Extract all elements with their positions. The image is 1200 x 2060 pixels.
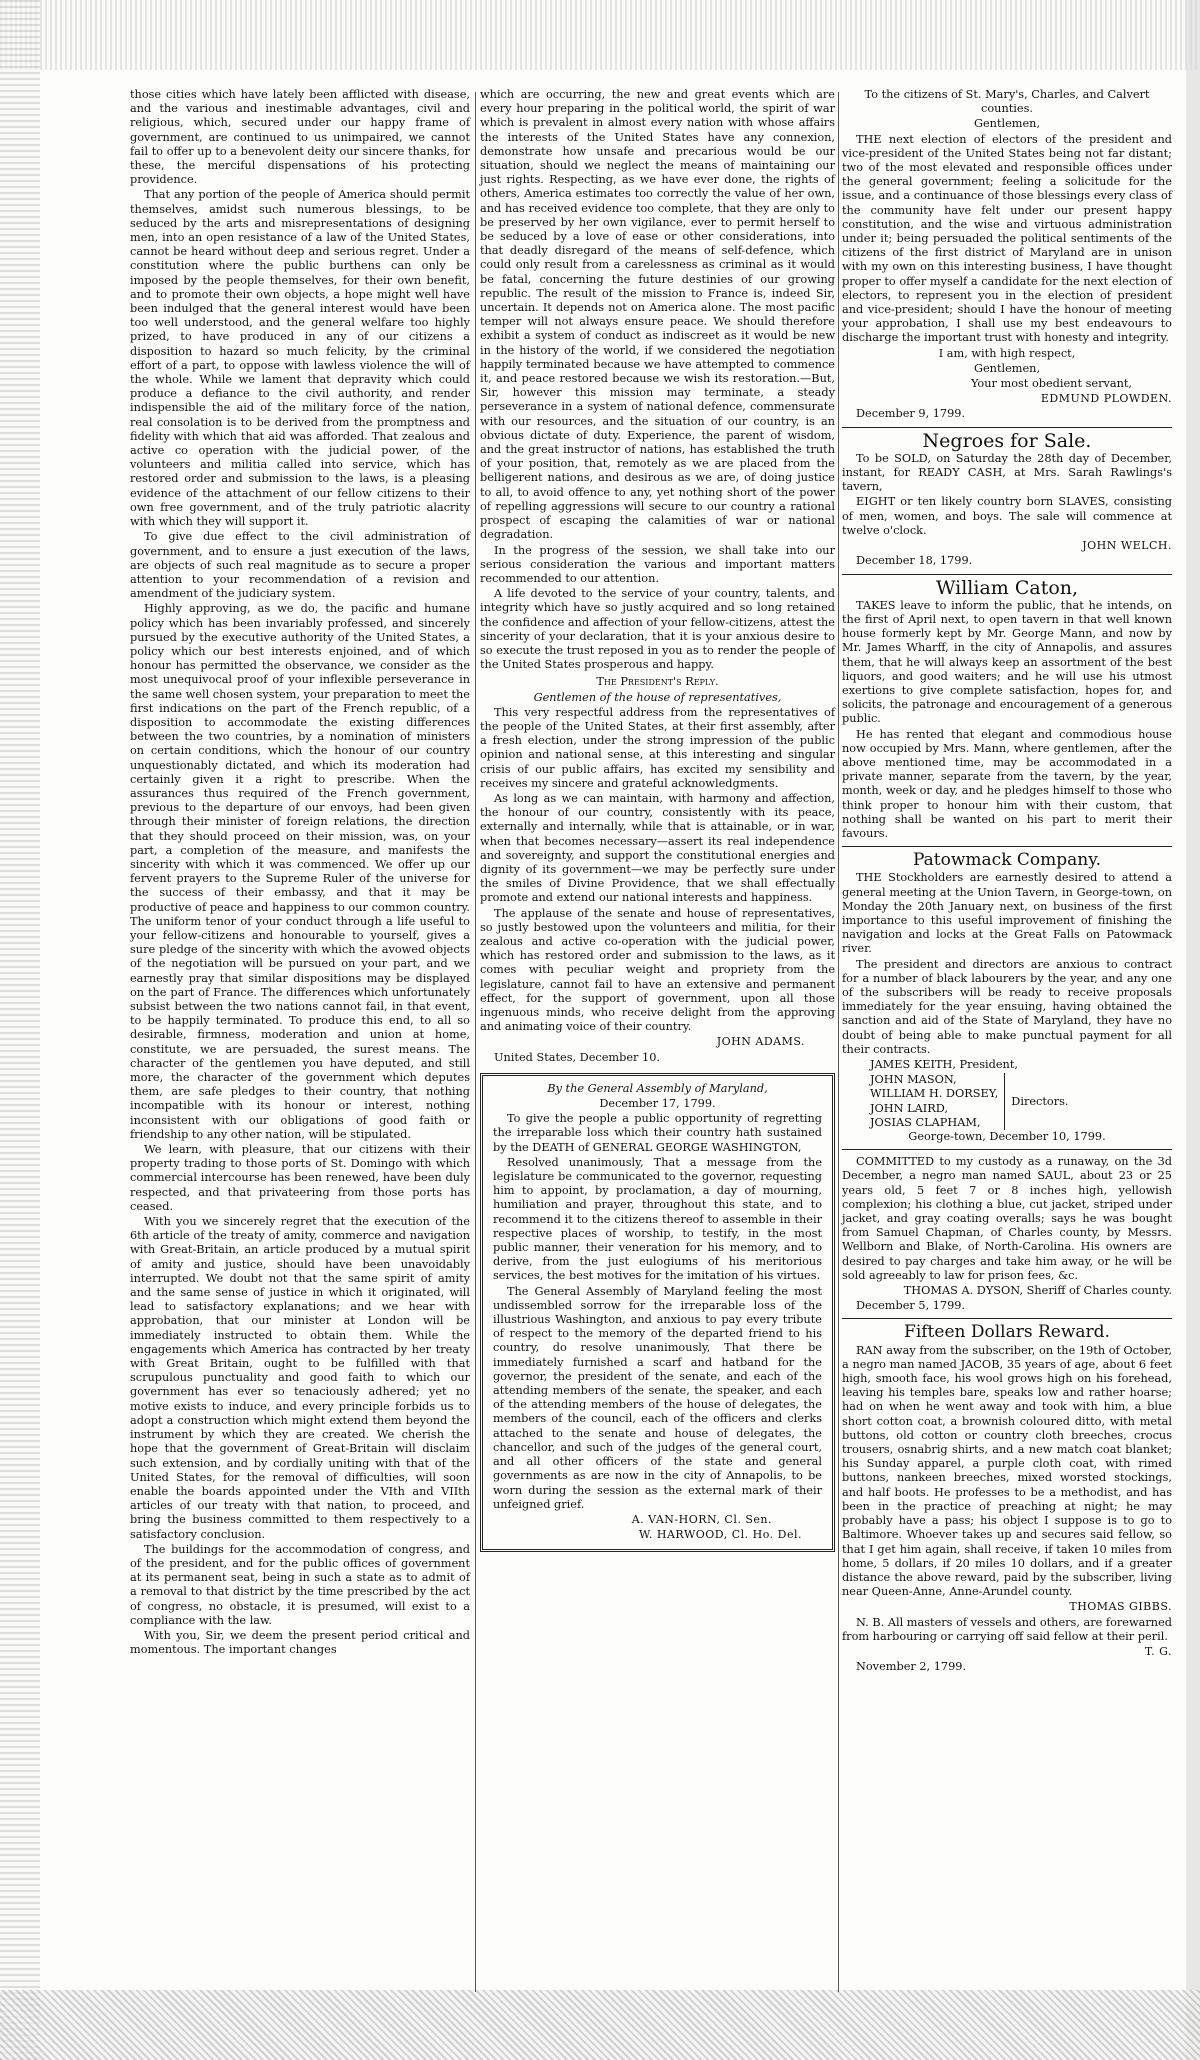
column-rule — [475, 92, 476, 1992]
paragraph: The applause of the senate and house of representatives, so justly bestowed upon the volunteers and militia, for their zealous and active co-operation with the judicial power, which has restored order and submission to the laws, as it comes with peculiar weight and propriety from the legislature, cannot fail to have an extensive and permanent effect, for the support of government, upon all those ingenuous minds, who receive delight from the approving and animating voice of their country. — [480, 906, 835, 1034]
paragraph: To give the people a public opportunity of regretting the irreparable loss which their country hath sustained by the DEATH of GENERAL GEORGE WASHINGTON, — [493, 1112, 822, 1154]
directors-names — [870, 1073, 1005, 1130]
paragraph: those cities which have lately been afflicted with disease, and the various and inestimable advantages, civil and religious, which, secured under our happy frame of government, are continued to us unimpaired, we cannot fail to offer up to a benevolent deity our sincere thanks, for these, the merciful dispensations of his protecting providence. — [130, 88, 470, 187]
divider — [842, 846, 1172, 847]
divider — [842, 1149, 1172, 1150]
paragraph: In the progress of the session, we shall take into our serious consideration the various and important matters recommended to our attention. — [480, 543, 835, 585]
dateline: December 9, 1799. — [856, 407, 966, 421]
paragraph: With you we sincerely regret that the execution of the 6th article of the treaty of amity, commerce and navigation with Great-Britain, an article produced by a mutual spirit of amity and justice, should have been unavoidably interrupted. We doubt not that the same spirit of amity and the same sense of justice in which it originated, will lead to satisfactory explanations; and we hear with approbation, that our minister at London will be immediately instructed to obtain them. While the engagements which America has contracted by her treaty with Great Britain, ought to be fulfilled with that scrupulous punctuality and good faith to which our government has ever so tenaciously adhered; yet no motive exists to induce, and every principle forbids us to adopt a construction which might extend them beyond the instrument by which they are created. We cherish the hope that the government of Great-Britain will disclaim such extension, and by cordially uniting with that of the United States, for the removal of difficulties, will soon enable the boards appointed under the VIth and VIIth articles of our treaty with that nation, to proceed, and bring the business committed to them respectively to a satisfactory conclusion. — [130, 1215, 470, 1541]
ad-title: Patowmack Company. — [913, 850, 1101, 871]
divider — [842, 1318, 1172, 1319]
divider — [842, 574, 1172, 575]
signature: THOMAS GIBBS. — [1069, 1600, 1172, 1614]
directors-label: Directors. — [1011, 1094, 1069, 1108]
signature: EDMUND PLOWDEN. — [1040, 392, 1172, 406]
paragraph: RAN away from the subscriber, on the 19th of October, a negro man named JACOB, 35 years of age, about 6 feet high, smooth face, his wool grows high on his forehead, leaving his temples bare, speaks low and rather hoarse; had on when he went away and took with him, a blue short cotton coat, a brownish coloured ditto, with metal buttons, old cotton or country cloth breeches, crocus trousers, osnabrig shirts, and a new match coat blanket; his Sunday apparel, a purple cloth coat, with rimed buttons, nankeen breeches, mixed worsted stockings, and half boots. He professes to be a methodist, and has been in the practice of preaching at night; he may probably have a pass; his object I suppose is to go to Baltimore. Whoever takes up and secures said fellow, so that I get him again, shall receive, if taken 10 miles from home, 5 dollars, if 20 miles 10 dollars, and if a greater distance the above reward, paid by the subscriber, living near Queen-Anne, Anne-Arundel county. — [842, 1343, 1172, 1599]
paragraph: which are occurring, the new and great events which are every hour preparing in the political world, the spirit of war which is prevalent in almost every nation with whose affairs the interests of the United States have any connexion, demonstrate how unsafe and precarious would be our situation, should we neglect the means of maintaining our just rights. Respecting, as we have ever done, the rights of others, America estimates too correctly the value of her own, and has received evidence too complete, that they are only to be preserved by her own vigilance, ever to permit herself to be seduced by a love of ease or other considerations, into that deadly disregard of the means of self-defence, which could only result from a carelessness as criminal as it would be fatal, concerning the future destinies of our growing republic. The result of the mission to France is, indeed Sir, uncertain. It depends not on America alone. The most pacific temper will not always ensure peace. We should therefore exhibit a system of conduct as indiscreet as it would be new in the history of the world, if we considered the negotiation happily terminated because we have attempted to commence it, and peace restored because we wish its restoration.—But, Sir, however this mission may terminate, a steady perseverance in a system of national defence, commensurate with our resources, and the situation of our country, is an obvious dictate of duty. Experience, the parent of wisdom, and the great instructor of nations, has established the truth of your position, that, remotely as we are placed from the belligerent nations, and desirous as we are, of doing justice to all, to avoid offence to any, yet nothing short of the power of repelling aggressions will secure to our country a rational prospect of escaping the calamities of war or national degradation. — [480, 88, 835, 542]
dateline: November 2, 1799. — [856, 1660, 967, 1674]
notice-date: December 17, 1799. — [599, 1097, 716, 1111]
scan-edge-top — [0, 0, 1200, 70]
notice-heading: To the citizens of St. Mary's, Charles, and Calvert counties. — [864, 88, 1150, 116]
notice-heading: By the General Assembly of Maryland, — [547, 1081, 768, 1095]
ad-title: William Caton, — [935, 576, 1079, 599]
closing: I am, with high respect, — [938, 346, 1076, 360]
dateline: George-town, December 10, 1799. — [908, 1130, 1106, 1144]
assembly-notice-box — [480, 1073, 835, 1553]
signature: W. HARWOOD, Cl. Ho. Del. — [638, 1528, 802, 1542]
dateline: United States, December 10. — [494, 1050, 661, 1064]
closing: Your most obedient servant, — [970, 377, 1132, 391]
ad-title: Negroes for Sale. — [922, 429, 1092, 452]
paragraph: Resolved unanimously, That a message from the legislature be communicated to the governor, requesting him to appoint, by proclamation, a day of mourning, humiliation and prayer, throughout this state, and to recommend it to the citizens thereof to assemble in their respective places of worship, to testify, in the most public manner, their veneration for his memory, and to derive, from the just eulogiums of his meritorious services, the best motives for the imitation of his virtues. — [493, 1155, 822, 1283]
directors-list — [870, 1073, 1172, 1130]
paragraph: To give due effect to the civil administration of government, and to ensure a just execution of the laws, are objects of such real magnitude as to secure a proper attention to your recommendation of a revision and amendment of the judiciary system. — [130, 530, 470, 601]
column-2 — [480, 88, 835, 1552]
president-name: JAMES KEITH, President, — [870, 1058, 1018, 1071]
paragraph: THE next election of electors of the president and vice-president of the United States being not far distant; two of the most elevated and responsible offices under the general government; feeling a solicitude for the issue, and a continuance of those blessings every class of the community have felt under our present happy constitution, and the wise and virtuous administration under it; being persuaded the political sentiments of the citizens of the first district of Maryland are in unison with my own on this interesting business, I have thought proper to offer myself a candidate for the next election of electors, to represent you in the election of president and vice-president; should I have the honour of meeting your approbation, I shall use my best endeavours to discharge the important trust with honesty and integrity. — [842, 132, 1172, 345]
dateline: December 5, 1799. — [856, 1299, 966, 1313]
closing: Gentlemen, — [973, 361, 1041, 375]
paragraph: Highly approving, as we do, the pacific and humane policy which has been invariably professed, and sincerely pursued by the executive authority of the United States, a policy which our best interests enjoined, and of which honour has permitted the observance, we consider as the most unequivocal proof of your inflexible perseverance in the same well chosen system, your preparation to meet the first indications on the part of the French republic, of a disposition to accommodate the existing differences between the two countries, by a nomination of ministers on certain conditions, which the honour of our country unquestionably dictated, and which its moderation had certainly given it a right to prescribe. When the assurances thus required of the French government, previous to the departure of our envoys, had been given through their minister of foreign relations, the direction that they should proceed on their mission, was, on your part, a completion of the measure, and manifests the sincerity with which it was commenced. We offer up our fervent prayers to the Supreme Ruler of the universe for the success of their embassy, and that it may be productive of peace and happiness to our common country. The uniform tenor of your conduct through a life useful to your fellow-citizens and honourable to yourself, gives a sure pledge of the sincerity with which the avowed objects of the negotiation will be pursued on your part, and we earnestly pray that similar dispositions may be displayed on the part of France. The differences which unfortunately subsist between the two nations cannot fail, in that event, to be happily terminated. To produce this end, to all so desirable, firmness, moderation and union at home, constitute, we are persuaded, the surest means. The character of the gentlemen you have deputed, and still more, the character of the government which deputes them, are safe pledges to their country, that nothing incompatible with its honour or interest, nothing inconsistent with our obligations of good faith or friendship to any other nation, will be stipulated. — [130, 602, 470, 1141]
column-1 — [130, 88, 470, 1658]
director-name: JOSIAS CLAPHAM, — [870, 1115, 981, 1129]
paragraph: The General Assembly of Maryland feeling the most undissembled sorrow for the irreparable loss of the illustrious Washington, and anxious to pay every tribute of respect to the memory of the departed friend to his country, do resolve unanimously, That there be immediately furnished a scarf and hatband for the governor, the president of the senate, and each of the attending members of the senate, the speaker, and each of the attending members of the house of delegates, the members of the council, each of the officers and clerks attached to the senate and house of delegates, the chancellor, and such of the judges of the general court, and all other officers of the state and general governments as are now in the city of Annapolis, to be worn during the session as the external mark of their unfeigned grief. — [493, 1284, 822, 1511]
paragraph: To be SOLD, on Saturday the 28th day of December, instant, for READY CASH, at Mrs. Sarah Rawlings's tavern, — [842, 451, 1172, 494]
director-name: JOHN LAIRD, — [870, 1101, 948, 1115]
signature: THOMAS A. DYSON, Sheriff of Charles county. — [903, 1284, 1172, 1298]
reply-salutation: Gentlemen of the house of representatives, — [533, 690, 782, 704]
ad-title: Fifteen Dollars Reward. — [904, 1322, 1110, 1343]
scan-edge-bottom — [0, 1990, 1200, 2060]
paragraph: With you, Sir, we deem the present period critical and momentous. The important changes — [130, 1628, 470, 1657]
paragraph: We learn, with pleasure, that our citizens with their property trading to those ports of St. Domingo with which commercial intercourse has been renewed, have been duly respected, and that privateering from those ports has ceased. — [130, 1143, 470, 1213]
paragraph: A life devoted to the service of your country, talents, and integrity which have so justly acquired and so long retained the confidence and affection of your fellow-citizens, attest the sincerity of your declaration, that it is your anxious desire to so execute the trust reposed in you as to render the people of the United States prosperous and happy. — [480, 587, 835, 672]
column-3 — [842, 88, 1172, 1675]
initials: T. G. — [1144, 1644, 1172, 1658]
paragraph: The president and directors are anxious to contract for a number of black labourers by the year, and any one of the subscribers will be ready to receive proposals immediately for the year ensuing, having obtained the sanction and aid of the State of Maryland, they have no doubt of being able to make punctual payment for all their contracts. — [842, 957, 1172, 1056]
paragraph: The buildings for the accommodation of congress, and of the president, and for the public offices of government at its permanent seat, being in such a state as to admit of a removal to that district by the time prescribed by the act of congress, no obstacle, it is presumed, will exist to a compliance with the law. — [130, 1542, 470, 1627]
paragraph: COMMITTED to my custody as a runaway, on the 3d December, a negro man named SAUL, about 23 or 25 years old, 5 feet 7 or 8 inches high, yellowish complexion; his clothing a blue, cut jacket, striped under jacket, and gray coating overalls; says he was bought from Samuel Chapman, of Charles county, by Messrs. Wellborn and Blake, of North-Carolina. His owners are desired to pay charges and take him away, or he will be sold agreeably to law for prison fees, &c. — [842, 1155, 1172, 1282]
signature: A. VAN-HORN, Cl. Sen. — [631, 1512, 772, 1526]
paragraph: EIGHT or ten likely country born SLAVES, consisting of men, women, and boys. The sale will commence at twelve o'clock. — [842, 495, 1172, 537]
paragraph: That any portion of the people of America should permit themselves, amidst such numerous blessings, to be seduced by the arts and misrepresentations of designing men, into an open resistance of a law of the United States, cannot be heard without deep and serious regret. Under a constitution where the public burthens can only be imposed by the people themselves, for their own benefit, and to promote their own objects, a hope might well have been indulged that the general interest would have been too well understood, and the general welfare too highly prized, to have produced in any of our citizens a disposition to hazard so much felicity, by the criminal effort of a part, to oppose with lawless violence the will of the whole. While we lament that depravity which could produce a defiance to the civil authority, and render indispensible the aid of the military force of the nation, real consolation is to be derived from the promptness and fidelity with which that aid was afforded. That zealous and active co operation with the judicial power, of the volunteers and militia called into service, which has restored order and submission to the laws, is a pleasing evidence of the attachment of our fellow citizens to their own free government, and of the truly patriotic alacrity with which they will support it. — [130, 188, 470, 529]
dateline: December 18, 1799. — [856, 554, 973, 568]
reply-title: The President's Reply. — [596, 675, 719, 689]
salutation: Gentlemen, — [973, 117, 1041, 131]
paragraph: This very respectful address from the representatives of the people of the United States, at their first assembly, after a fresh election, under the strong impression of the public opinion and national sense, at this interesting and singular crisis of our public affairs, has excited my sensibility and receives my sincere and grateful acknowledgments. — [480, 705, 835, 790]
column-rule — [838, 92, 839, 1992]
director-name: WILLIAM H. DORSEY, — [870, 1087, 999, 1101]
signature: JOHN WELCH. — [1082, 539, 1172, 553]
paragraph: As long as we can maintain, with harmony and affection, the honour of our country, consistently with its peace, externally and internally, while that is attainable, or in war, when that becomes necessary—assert its real independence and sovereignty, and support the constitutional energies and dignity of its government—we may be perfectly sure under the smiles of Divine Providence, that we shall effectually promote and extend our national interests and happiness. — [480, 791, 835, 905]
signature: JOHN ADAMS. — [716, 1035, 805, 1049]
director-name: JOHN MASON, — [870, 1073, 957, 1087]
paragraph: TAKES leave to inform the public, that he intends, on the first of April next, to open tavern in that well known house formerly kept by Mr. George Mann, and now by Mr. James Wharff, in the city of Annapolis, and assures them, that he will always keep an assortment of the best liquors, and good waiters; and he will use his utmost exertions to give complete satisfaction, hopes for, and solicits, the patronage and encouragement of a generous public. — [842, 598, 1172, 726]
divider — [842, 427, 1172, 428]
paragraph: THE Stockholders are earnestly desired to attend a general meeting at the Union Tavern, in George-town, on Monday the 20th January next, on business of the first importance to this useful improvement of finishing the navigation and locks at the Great Falls on Patowmack river. — [842, 871, 1172, 956]
scan-edge-right — [1186, 0, 1200, 2060]
scan-edge-left — [0, 0, 40, 2060]
paragraph: N. B. All masters of vessels and others, are forewarned from harbouring or carrying off said fellow at their peril. — [842, 1615, 1172, 1643]
paragraph: He has rented that elegant and commodious house now occupied by Mrs. Mann, where gentlemen, after the above mentioned time, may be accommodated in a private manner, separate from the tavern, by the year, month, week or day, and he pledges himself to those who think proper to honour him with their custom, that nothing shall be wanted on his part to merit their favours. — [842, 727, 1172, 840]
